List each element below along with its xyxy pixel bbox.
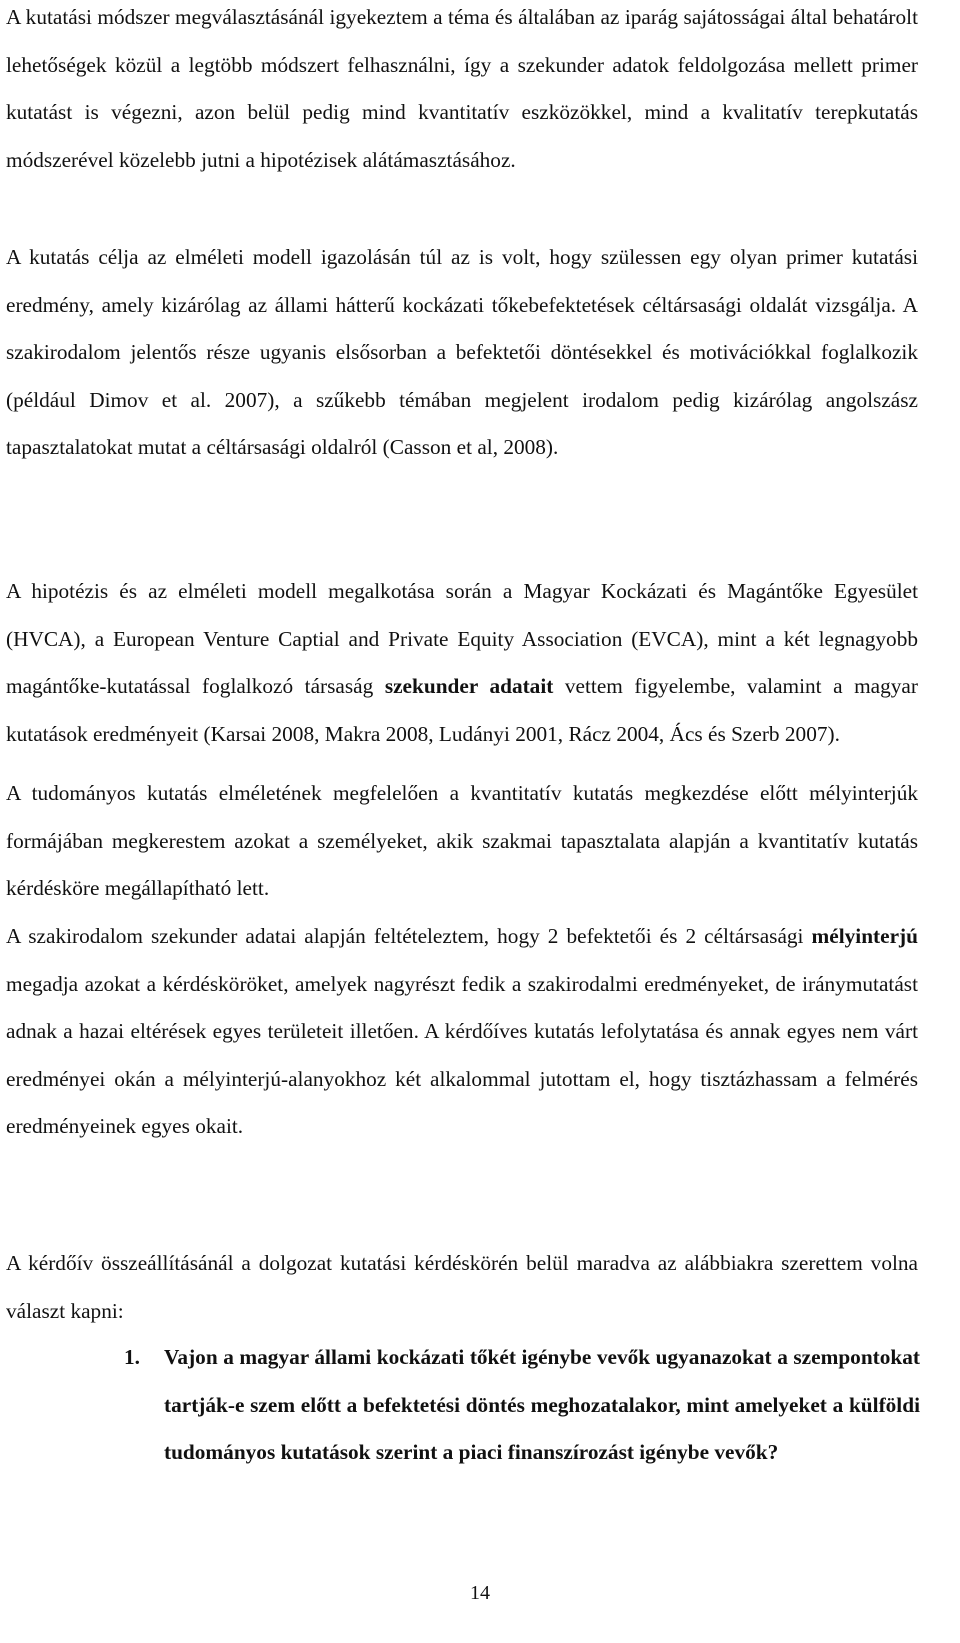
list-item-number: 1. <box>124 1345 140 1369</box>
paragraph-interview-assumption <box>6 913 918 1151</box>
text-span: A szakirodalom szekunder adatai alapján feltételeztem, hogy 2 befektetői és 2 céltársasági <box>6 924 812 948</box>
paragraph-in-depth-interviews: A tudományos kutatás elméletének megfelelően a kvantitatív kutatás megkezdése előtt mélyinterjúk formájában megkerestem azokat a személyeket, akik szakmai tapasztalata alapján a kvantitatív kutatás kérdésköre megállapítható lett. <box>6 781 918 900</box>
text-span: vettem figyelembe, valamint a magyar kutatások eredményeit (Karsai 2008, Makra 2008, Ludányi 2001, Rácz 2004, Ács és Szerb 2007). <box>6 674 918 746</box>
text-span: A hipotézis és az elméleti modell megalkotása során a Magyar Kockázati és Magántőke Egyesület (HVCA), a European Venture Captial and Private Equity Association (EVCA), mint a két legnagyobb magántőke-kutatással foglalkozó társaság <box>6 579 918 698</box>
paragraph-research-goal: A kutatás célja az elméleti modell igazolásán túl az is volt, hogy szülessen egy olyan primer kutatási eredmény, amely kizárólag az állami hátterű kockázati tőkebefektetések céltársasági oldalát vizsgálja. A szakirodalom jelentős része ugyanis elsősorban a befektetői döntésekkel és motivációkkal foglalkozik (például Dimov et al. 2007), a szűkebb témában megjelent irodalom pedig kizárólag angolszász tapasztalatokat mutat a céltársasági oldalról (Casson et al, 2008). <box>6 245 918 459</box>
list-item: Vajon a magyar állami kockázati tőkét igénybe vevők ugyanazokat a szempontokat tartják-e szem előtt a befektetési döntés meghozatalakor, mint amelyeket a külföldi tudományos kutatások szerint a piaci finanszírozást igénybe vevők? <box>164 1345 920 1464</box>
bold-term-interview: mélyinterjú <box>811 924 918 948</box>
page-number: 14 <box>470 1582 490 1604</box>
bold-term-secondary-data: szekunder adatait <box>384 674 554 698</box>
numbered-list <box>124 1334 920 1477</box>
paragraph-questionnaire-intro: A kérdőív összeállításánál a dolgozat kutatási kérdéskörén belül maradva az alábbiakra szerettem volna választ kapni: <box>6 1251 918 1323</box>
text-span: megadja azokat a kérdésköröket, amelyek nagyrészt fedik a szakirodalmi eredményeket, de iránymutatást adnak a hazai eltérések egyes területeit illetően. A kérdőíves kutatás lefolytatása és annak egyes nem várt eredményei okán a mélyinterjú-alanyokhoz két alkalommal jutottam el, hogy tisztázhassam a felmérés eredményeinek egyes okait. <box>6 971 918 1138</box>
paragraph-methodology: A kutatási módszer megválasztásánál igyekeztem a téma és általában az iparág sajátosságai által behatárolt lehetőségek közül a legtöbb módszert felhasználni, így a szekunder adatok feldolgozása mellett primer kutatást is végezni, azon belül pedig mind kvantitatív eszközökkel, mind a kvalitatív terepkutatás módszerével közelebb jutni a hipotézisek alátámasztásához. <box>6 5 918 172</box>
paragraph-hypothesis-model <box>6 568 918 758</box>
